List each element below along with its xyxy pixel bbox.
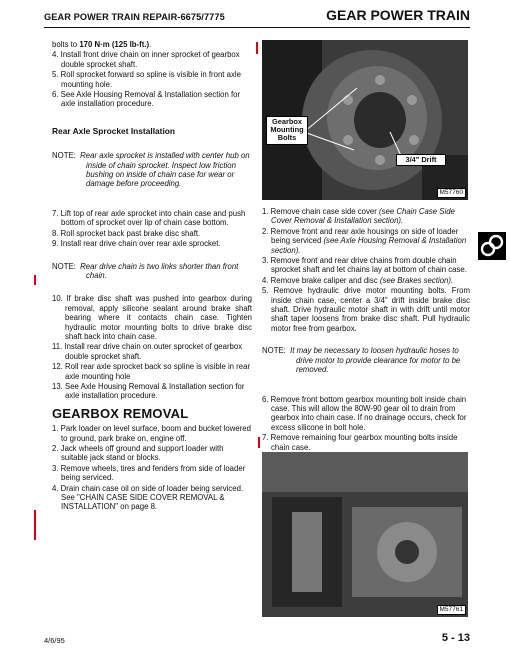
gearbox-removal-heading: GEARBOX REMOVAL xyxy=(52,405,189,421)
note-text: Rear axle sprocket is installed with center hub on inside of chain sprocket. Inspect low friction bushing on inside of chain case for wear or damage before proceeding. xyxy=(80,151,250,189)
photo-gearbox-bolts xyxy=(262,40,468,200)
label-gearbox-mounting-bolts: Gearbox Mounting Bolts xyxy=(266,116,308,145)
step-6: 6. See Axle Housing Removal & Installation section for axle installation procedure. xyxy=(52,90,241,109)
step-11: 11. Install rear drive chain on outer sprocket of gearbox double sprocket shaft. xyxy=(52,342,243,361)
revision-bar xyxy=(256,42,258,54)
note-label: NOTE: xyxy=(262,346,286,356)
rm-step-4: 4. Remove brake caliper and disc (see Brakes section). xyxy=(262,275,454,285)
photo-2-id: M57761 xyxy=(437,605,467,615)
header-right-title: GEAR POWER TRAIN xyxy=(326,7,470,23)
header-left-title: GEAR POWER TRAIN REPAIR-6675/7775 xyxy=(44,12,225,22)
step-4: 4. Install front drive chain on inner sprocket of gearbox double sprocket shaft. xyxy=(52,50,240,69)
label-drift: 3/4" Drift xyxy=(396,154,446,166)
gb-step-3: 3. Remove wheels, tires and fenders from side of loader being serviced. xyxy=(52,463,246,483)
rm-step-6: 6. Remove front bottom gearbox mounting bolt inside chain case. This will allow the 80W-90 gear oil to drain from gearbox into chain case. If no drainage occurs, check for excess silicone in bolt hole. xyxy=(262,394,467,432)
note-3 xyxy=(262,346,470,374)
revision-bar xyxy=(34,275,36,285)
photo-1-id: M57760 xyxy=(437,188,467,198)
note-label: NOTE: xyxy=(52,261,76,271)
gb-step-4: 4. Drain chain case oil on side of loader being serviced. See "CHAIN CASE SIDE COVER REMOVAL & INSTALLATION" on page 8. xyxy=(52,483,244,512)
rm-step-1: 1. Remove chain case side cover (see Chain Case Side Cover Removal & Installation section). xyxy=(262,207,455,226)
footer-page-number: 5 - 13 xyxy=(441,632,470,644)
step-5: 5. Roll sprocket forward so spline is visible in front axle mounting hole. xyxy=(52,70,241,89)
step-10: 10. If brake disc shaft was pushed into gearbox during removal, apply silicone sealant around brake shaft bearing where it contacts chain case. Tighten hydraulic motor mounting bolts to drive brake disc shaft back into chain case. xyxy=(52,294,252,341)
header-rule xyxy=(44,27,470,28)
step-torque: bolts to 170 N·m (125 lb-ft.). xyxy=(52,40,152,49)
rm-step-2: 2. Remove front and rear axle housings on side of loader being serviced (see Axle Housing Removal & Installation section). xyxy=(262,226,467,255)
section-tab-icon xyxy=(478,232,506,260)
revision-bar xyxy=(258,437,260,448)
step-7: 7. Lift top of rear axle sprocket into chain case and push bottom of sprocket over lip of chain case bottom. xyxy=(52,208,246,228)
note-2 xyxy=(52,262,252,281)
step-12: 12. Roll rear axle sprocket back so spline is visible in rear axle mounting hole xyxy=(52,362,251,381)
left-column xyxy=(52,40,252,513)
subheading-rear-axle: Rear Axle Sprocket Installation xyxy=(52,125,176,136)
gb-step-1: 1. Park loader on level surface, boom and bucket lowered to ground, park brake on, engine off. xyxy=(52,424,251,443)
photo-gearbox-chain-case xyxy=(262,452,468,617)
rm-step-7: 7. Remove remaining four gearbox mounting bolts inside chain case. xyxy=(262,433,458,452)
note-1 xyxy=(52,151,252,189)
right-column xyxy=(262,207,470,453)
rm-step-5: 5. Remove hydraulic drive motor mounting bolts. From inside chain case, center a 3/4" drift inside brake disc shaft. Drive hydraulic motor shaft in with drift until motor shaft taper loosens from brake disc shaft. Pull hydraulic motor free from gearbox. xyxy=(262,286,470,333)
rm-step-3: 3. Remove front and rear drive chains from double chain sprocket shaft and let chains lay at bottom of chain case. xyxy=(262,256,467,275)
step-13: 13. See Axle Housing Removal & Installation section for axle installation procedure. xyxy=(52,381,245,401)
revision-bar xyxy=(34,510,36,540)
step-8: 8. Roll sprocket back past brake disc shaft. xyxy=(52,228,201,238)
gb-step-2: 2. Jack wheels off ground and support loader with suitable jack stand or blocks. xyxy=(52,444,224,463)
photo-2-illustration xyxy=(262,452,468,617)
note-label: NOTE: xyxy=(52,151,76,161)
note-text: Rear drive chain is two links shorter than front chain. xyxy=(80,261,239,280)
footer-date: 4/6/95 xyxy=(44,636,65,645)
step-9: 9. Install rear drive chain over rear axle sprocket. xyxy=(52,239,221,249)
note-text: It may be necessary to loosen hydraulic hoses to drive motor to provide clearance for motor to be removed. xyxy=(290,346,461,375)
